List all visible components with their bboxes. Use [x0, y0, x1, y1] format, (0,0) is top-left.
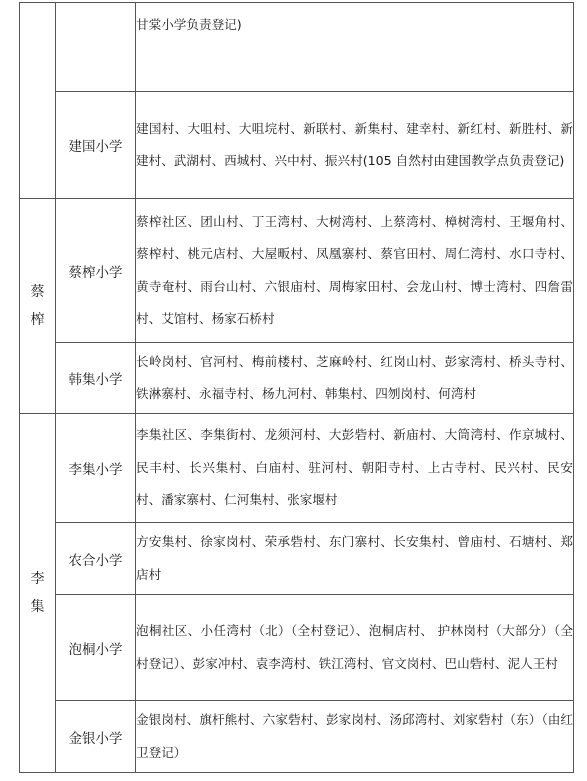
- villages-cell: 长岭岗村、官河村、梅前楼村、芝麻岭村、红岗山村、彭家湾村、桥头寺村、铁淋寨村、永福寺村、杨九河村、韩集村、四刎岗村、何湾村: [136, 343, 574, 414]
- town-cell: [20, 199, 56, 414]
- school-name: 建国小学: [68, 139, 123, 155]
- school-name: 韩集小学: [68, 372, 123, 388]
- school-cell: [56, 414, 136, 523]
- table-row: [20, 3, 574, 92]
- school-cell: [56, 523, 136, 595]
- town-cell: [20, 414, 56, 773]
- villages-cell: 建国村、大咀村、大咀垸村、新联村、新集村、建幸村、新红村、新胜村、新建村、武湖村、西城村、兴中村、振兴村(105 自然村由建国教学点负责登记): [136, 92, 574, 199]
- villages-cell: 方安集村、徐家岗村、荣承砦村、东门寨村、长安集村、曾庙村、石塘村、郑店村: [136, 523, 574, 595]
- villages-cell: 金银岗村、旗杆熊村、六家砦村、彭家岗村、汤邱湾村、刘家砦村（东）（由红卫登记）: [136, 701, 574, 773]
- school-name: 李集小学: [68, 462, 123, 478]
- table-row: [20, 343, 574, 414]
- town-name: 蔡榨: [30, 284, 45, 328]
- school-cell-continued: [56, 3, 136, 92]
- school-name: 蔡榨小学: [68, 264, 123, 281]
- table-row: [20, 523, 574, 595]
- school-cell: [56, 92, 136, 199]
- table-row: [20, 595, 574, 701]
- table-row: [20, 92, 574, 199]
- town-name: 李集: [30, 571, 45, 615]
- table-row: [20, 414, 574, 523]
- school-name: 金银小学: [68, 730, 123, 747]
- villages-cell: 李集社区、李集街村、龙须河村、大彭砦村、新庙村、大筒湾村、作京城村、民丰村、长兴集村、白庙村、驻河村、朝阳寺村、上古寺村、民兴村、民安村、潘家寨村、仁河集村、张家堰村: [136, 414, 574, 523]
- school-cell: [56, 199, 136, 343]
- table-row: [20, 199, 574, 343]
- school-cell: [56, 701, 136, 773]
- villages-cell: 甘棠小学负责登记): [136, 3, 574, 92]
- school-name: 泡桐小学: [68, 641, 123, 658]
- school-name: 农合小学: [68, 552, 123, 569]
- school-cell: [56, 343, 136, 414]
- table-row: [20, 701, 574, 773]
- school-village-registration-table: [19, 2, 574, 773]
- villages-cell: 泡桐社区、小任湾村（北）（全村登记）、泡桐店村、 护林岗村（大部分）（全村登记）、彭家冲村、袁李湾村、铁江湾村、官文岗村、巴山砦村、泥人王村: [136, 595, 574, 701]
- school-cell: [56, 595, 136, 701]
- town-cell-continued: [20, 3, 56, 199]
- villages-cell: 蔡榨社区、团山村、丁王湾村、大树湾村、上蔡湾村、樟树湾村、王堰角村、蔡榨村、桃元店村、大屋畈村、凤凰寨村、蔡官田村、周仁湾村、水口寺村、黄寺奄村、雨台山村、六银庙村、周梅家田村、会龙山村、博士湾村、四詹雷村、艾馆村、杨家石桥村: [136, 199, 574, 343]
